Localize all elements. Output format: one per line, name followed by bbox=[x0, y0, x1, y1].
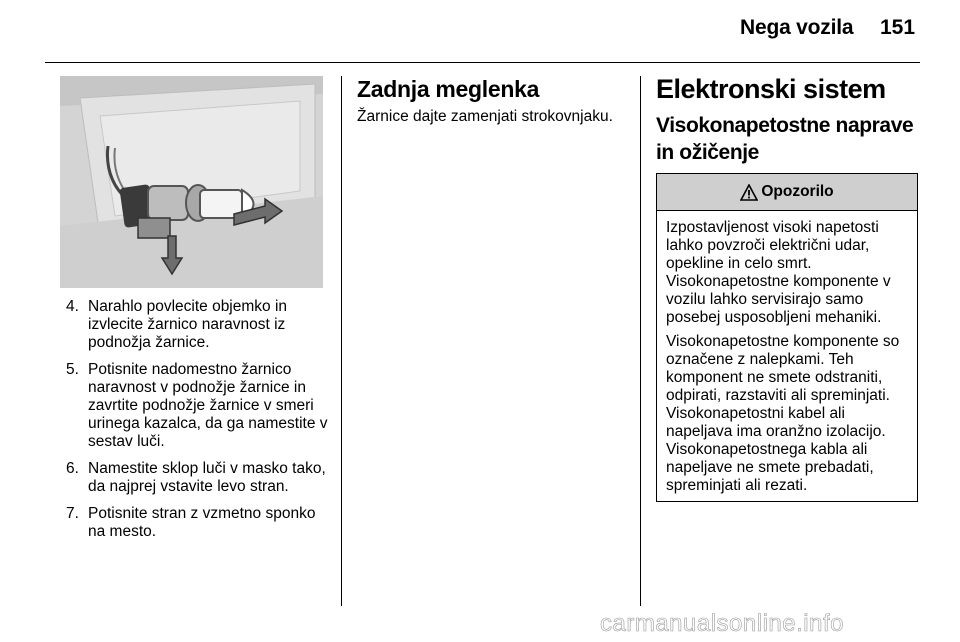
warning-box bbox=[656, 173, 918, 502]
watermark: carmanualsonline.info bbox=[600, 610, 844, 637]
step-text: Potisnite nadomestno žarnico naravnost v podnožje žarnice in zavrtite podnožje žarnice v smeri urinega kazalca, da ga namestite v sestav luči. bbox=[88, 361, 328, 450]
fog-light-heading: Zadnja meglenka bbox=[357, 76, 540, 102]
warning-paragraph: Izpostavljenost visoki napetosti lahko povzroči električni udar, opekline in celo smrt. Visokonapetostne komponente v vozilu lahko servisirajo samo posebej usposobljeni mehaniki. bbox=[666, 219, 891, 326]
warning-header bbox=[657, 174, 917, 211]
warning-body bbox=[657, 211, 917, 495]
procedure-steps-list bbox=[60, 298, 330, 550]
step-item bbox=[60, 361, 330, 451]
step-number: 5. bbox=[66, 361, 79, 378]
step-text: Namestite sklop luči v masko tako, da najprej vstavite levo stran. bbox=[88, 460, 326, 495]
warning-paragraph: Visokonapetostne komponente so označene z nalepkami. Teh komponent ne smete odstraniti, odpirati, razstaviti ali spreminjati. Visokonapetostni kabel ali napeljava ima oranžno izolacijo. Visokonapetostnega kabla ali napeljave ne smete prebadati, spreminjati ali rezati. bbox=[666, 333, 900, 494]
page-header-title: Nega vozila bbox=[740, 16, 854, 39]
step-item bbox=[60, 460, 330, 496]
page-number: 151 bbox=[880, 16, 916, 39]
step-text: Narahlo povlecite objemko in izvlecite žarnico naravnost iz podnožja žarnice. bbox=[88, 298, 288, 351]
step-item bbox=[60, 298, 330, 352]
high-voltage-subheading: Visokonapetostne naprave in ožičenje bbox=[656, 114, 914, 164]
step-text: Potisnite stran z vzmetno sponko na mesto. bbox=[88, 505, 316, 540]
column-divider-right bbox=[640, 76, 641, 606]
warning-title: Opozorilo bbox=[761, 183, 834, 200]
bulb-removal-illustration bbox=[60, 76, 323, 288]
electrical-system-heading: Elektronski sistem bbox=[656, 74, 886, 104]
step-number: 6. bbox=[66, 460, 79, 477]
fog-light-text: Žarnice dajte zamenjati strokovnjaku. bbox=[357, 108, 613, 125]
step-item bbox=[60, 505, 330, 541]
header-divider bbox=[45, 62, 920, 63]
step-number: 4. bbox=[66, 298, 79, 315]
warning-triangle-icon bbox=[740, 184, 758, 201]
step-number: 7. bbox=[66, 505, 79, 522]
bulb-illustration-svg bbox=[60, 76, 323, 288]
column-divider-left bbox=[341, 76, 342, 606]
